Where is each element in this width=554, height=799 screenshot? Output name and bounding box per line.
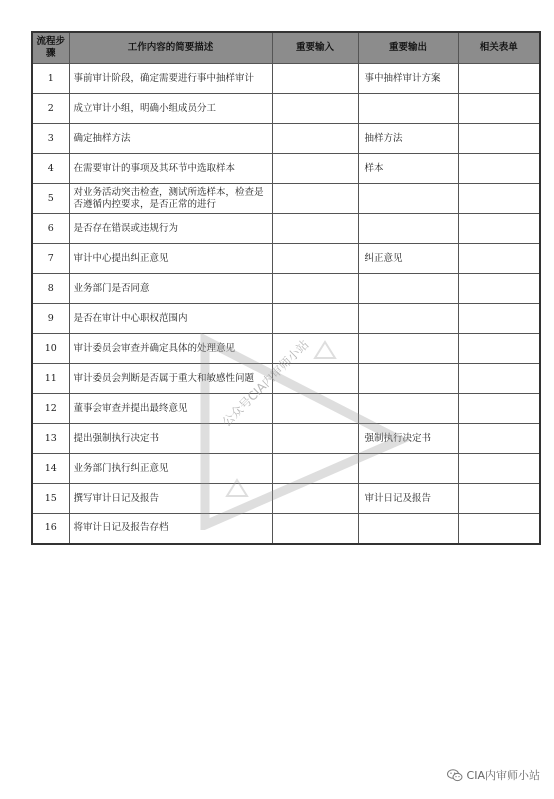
table-row <box>32 514 540 544</box>
description-cell: 撰写审计日记及报告 <box>69 484 272 514</box>
input-cell <box>272 154 358 184</box>
input-cell <box>272 184 358 214</box>
step-number-cell: 8 <box>32 274 69 304</box>
description-cell: 对业务活动突击检查，测试所选样本，检查是否遵循内控要求，是否正常的进行 <box>69 184 272 214</box>
header-output: 重要输出 <box>358 32 458 64</box>
input-cell <box>272 484 358 514</box>
footer-watermark <box>447 767 540 783</box>
footer-watermark-text: CIA内审师小站 <box>466 769 540 782</box>
table-row <box>32 124 540 154</box>
forms-cell <box>458 64 540 94</box>
forms-cell <box>458 154 540 184</box>
output-cell: 样本 <box>358 154 458 184</box>
description-cell: 是否存在错误或违规行为 <box>69 214 272 244</box>
input-cell <box>272 514 358 544</box>
step-number-cell: 1 <box>32 64 69 94</box>
input-cell <box>272 244 358 274</box>
description-cell: 业务部门执行纠正意见 <box>69 454 272 484</box>
table-body <box>32 64 540 544</box>
table-header-row <box>32 32 540 64</box>
description-cell: 确定抽样方法 <box>69 124 272 154</box>
table-row <box>32 94 540 124</box>
header-forms: 相关表单 <box>458 32 540 64</box>
forms-cell <box>458 184 540 214</box>
wechat-icon <box>447 769 463 782</box>
output-cell: 审计日记及报告 <box>358 484 458 514</box>
step-number-cell: 14 <box>32 454 69 484</box>
step-number-cell: 13 <box>32 424 69 454</box>
description-cell: 事前审计阶段，确定需要进行事中抽样审计 <box>69 64 272 94</box>
watermark-text: 公众号CIA内审师小站 <box>219 337 312 430</box>
step-number-cell: 6 <box>32 214 69 244</box>
step-number-cell: 4 <box>32 154 69 184</box>
input-cell <box>272 94 358 124</box>
forms-cell <box>458 214 540 244</box>
step-number-cell: 2 <box>32 94 69 124</box>
forms-cell <box>458 514 540 544</box>
output-cell: 强制执行决定书 <box>358 424 458 454</box>
audit-process-table <box>31 31 541 545</box>
description-cell: 审计委员会审查并确定具体的处理意见 <box>69 334 272 364</box>
output-cell <box>358 214 458 244</box>
step-number-cell: 9 <box>32 304 69 334</box>
forms-cell <box>458 304 540 334</box>
output-cell <box>358 514 458 544</box>
output-cell <box>358 94 458 124</box>
header-input: 重要输入 <box>272 32 358 64</box>
step-number-cell: 11 <box>32 364 69 394</box>
table-row <box>32 304 540 334</box>
step-number-cell: 10 <box>32 334 69 364</box>
forms-cell <box>458 364 540 394</box>
forms-cell <box>458 484 540 514</box>
step-number-cell: 7 <box>32 244 69 274</box>
table-row <box>32 454 540 484</box>
output-cell <box>358 454 458 484</box>
table-row <box>32 64 540 94</box>
table-row <box>32 214 540 244</box>
description-cell: 是否在审计中心职权范围内 <box>69 304 272 334</box>
header-step: 流程步骤 <box>32 32 69 64</box>
description-cell: 在需要审计的事项及其环节中选取样本 <box>69 154 272 184</box>
step-number-cell: 12 <box>32 394 69 424</box>
forms-cell <box>458 274 540 304</box>
step-number-cell: 3 <box>32 124 69 154</box>
output-cell: 纠正意见 <box>358 244 458 274</box>
description-cell: 成立审计小组，明确小组成员分工 <box>69 94 272 124</box>
output-cell <box>358 184 458 214</box>
forms-cell <box>458 94 540 124</box>
step-number-cell: 16 <box>32 514 69 544</box>
step-number-cell: 5 <box>32 184 69 214</box>
table-row <box>32 274 540 304</box>
table-row <box>32 184 540 214</box>
input-cell <box>272 274 358 304</box>
input-cell <box>272 64 358 94</box>
forms-cell <box>458 424 540 454</box>
output-cell <box>358 394 458 424</box>
input-cell <box>272 394 358 424</box>
forms-cell <box>458 244 540 274</box>
table-row <box>32 154 540 184</box>
table-row <box>32 244 540 274</box>
input-cell <box>272 124 358 154</box>
table-row <box>32 484 540 514</box>
output-cell <box>358 364 458 394</box>
description-cell: 审计委员会判断是否属于重大和敏感性问题 <box>69 364 272 394</box>
input-cell <box>272 424 358 454</box>
input-cell <box>272 454 358 484</box>
forms-cell <box>458 124 540 154</box>
output-cell <box>358 334 458 364</box>
output-cell: 抽样方法 <box>358 124 458 154</box>
output-cell: 事中抽样审计方案 <box>358 64 458 94</box>
input-cell <box>272 214 358 244</box>
input-cell <box>272 304 358 334</box>
description-cell: 董事会审查并提出最终意见 <box>69 394 272 424</box>
description-cell: 业务部门是否同意 <box>69 274 272 304</box>
description-cell: 提出强制执行决定书 <box>69 424 272 454</box>
table-row <box>32 394 540 424</box>
step-number-cell: 15 <box>32 484 69 514</box>
forms-cell <box>458 334 540 364</box>
description-cell: 将审计日记及报告存档 <box>69 514 272 544</box>
output-cell <box>358 304 458 334</box>
forms-cell <box>458 394 540 424</box>
forms-cell <box>458 454 540 484</box>
header-description: 工作内容的简要描述 <box>69 32 272 64</box>
table-row <box>32 424 540 454</box>
output-cell <box>358 274 458 304</box>
description-cell: 审计中心提出纠正意见 <box>69 244 272 274</box>
